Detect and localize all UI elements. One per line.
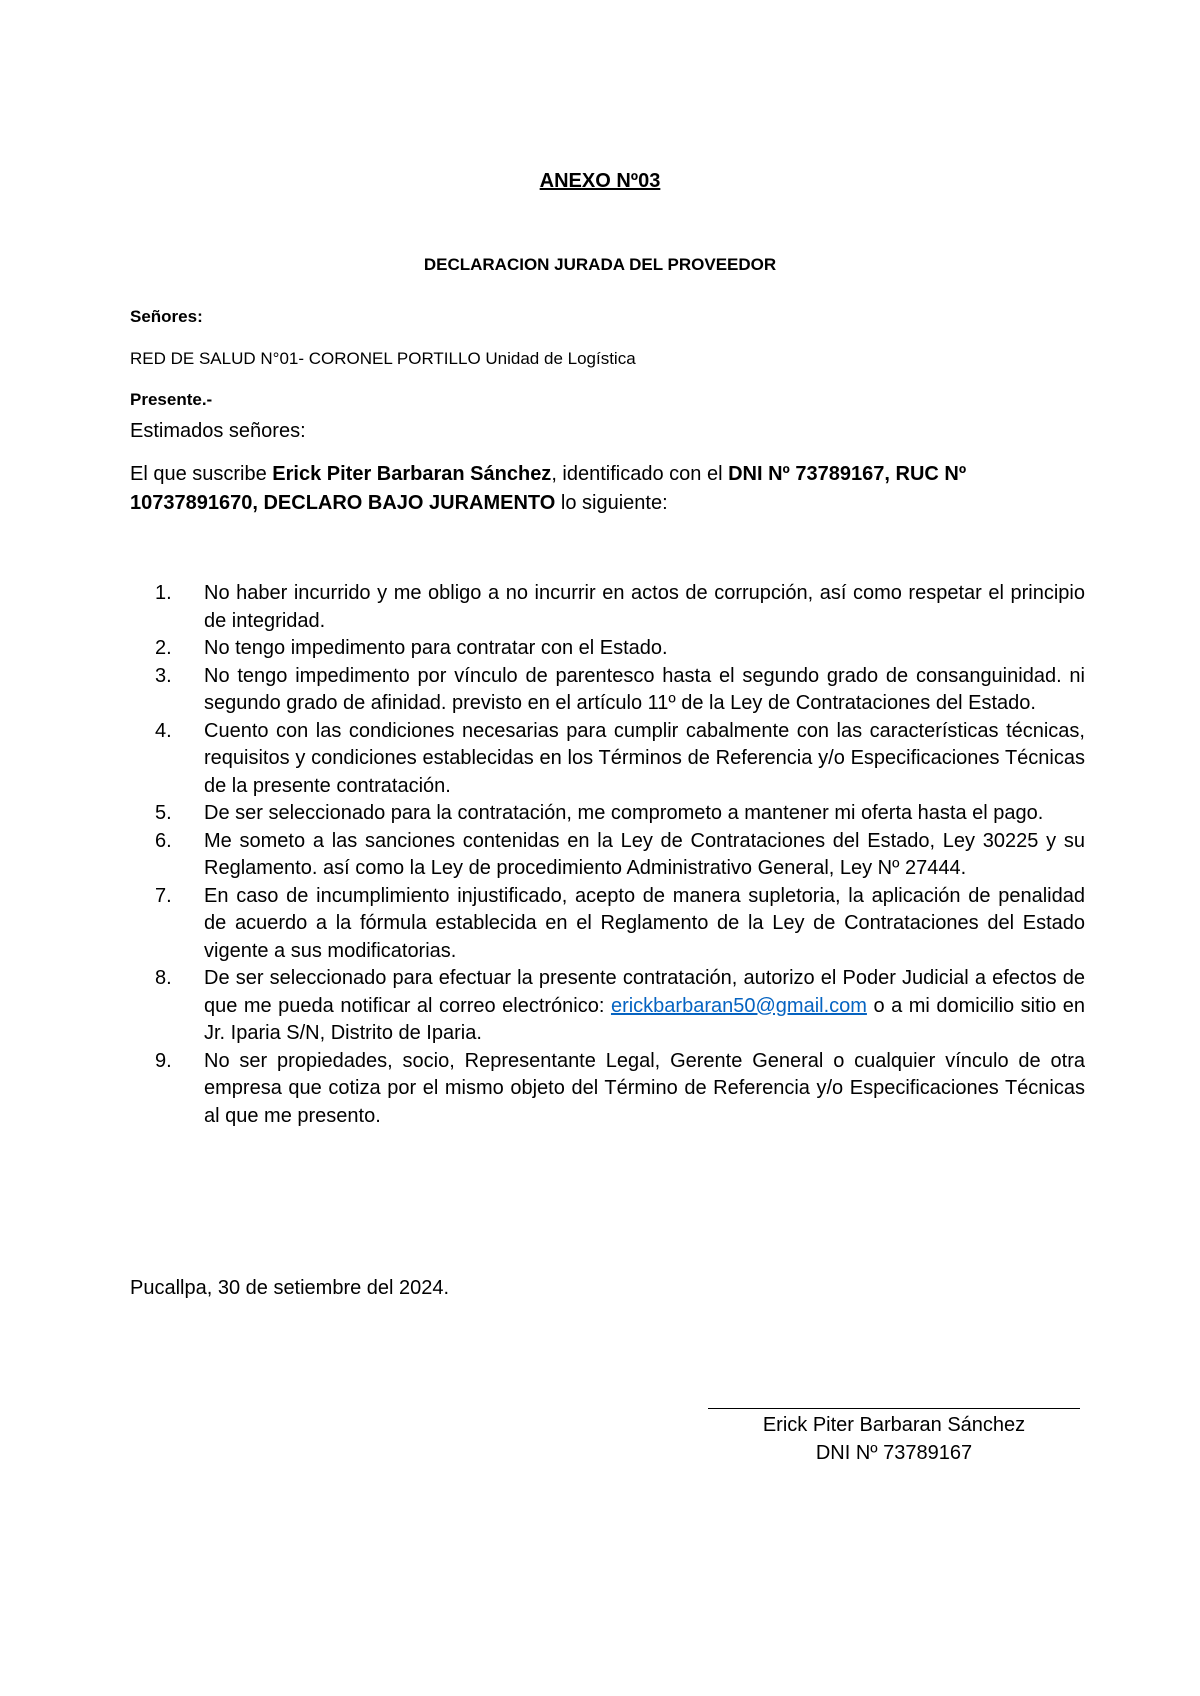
intro-prefix: El que suscribe xyxy=(130,463,273,485)
item-number: 3. xyxy=(155,664,172,687)
presente-label: Presente.- xyxy=(130,390,213,409)
item-number: 5. xyxy=(155,802,172,824)
item-text: No ser propiedades, socio, Representante Legal, Gerente General o cualquier vínculo de otra empresa que cotiza por el mismo objeto del Término de Referencia y/o Especificaciones Técnicas al que me presento. xyxy=(204,1049,1085,1127)
item-number: 2. xyxy=(155,637,172,659)
list-item xyxy=(155,965,1085,1048)
declaration-list xyxy=(155,580,1085,1130)
list-item xyxy=(155,800,1085,828)
email-link[interactable]: erickbarbaran50@gmail.com xyxy=(610,994,867,1017)
item-text: No tengo impedimento por vínculo de parentesco hasta el segundo grado de consanguinidad. ni segundo grado de afinidad. previsto en el artículo 11º de la Ley de Contrataciones del Estado. xyxy=(204,664,1085,714)
intro-suffix: lo siguiente: xyxy=(555,492,668,514)
item-text: En caso de incumplimiento injustificado, acepto de manera supletoria, la aplicación de penalidad de acuerdo a la fórmula establecida en el Reglamento de la Ley de Contrataciones del Estado vigente a sus modificatorias. xyxy=(204,884,1085,962)
declarant-ids: DNI Nº 73789167, RUC Nº 10737891670, DECLARO BAJO JURAMENTO xyxy=(130,463,967,514)
list-item xyxy=(155,828,1085,883)
intro-middle: , identificado con el xyxy=(551,463,729,485)
list-item xyxy=(155,718,1085,801)
list-item xyxy=(155,580,1085,635)
item-text: Cuento con las condiciones necesarias para cumplir cabalmente con las características técnicas, requisitos y condiciones establecidas en los Términos de Referencia y/o Especificaciones Técnicas de la presente contratación. xyxy=(204,719,1085,797)
annex-title: ANEXO Nº03 xyxy=(539,170,661,192)
item-number: 4. xyxy=(155,719,172,742)
list-item xyxy=(155,635,1085,663)
list-item xyxy=(155,663,1085,718)
recipient: RED DE SALUD N°01- CORONEL PORTILLO Unidad de Logística xyxy=(130,349,636,368)
declarant-name: Erick Piter Barbaran Sánchez xyxy=(272,463,552,485)
item-number: 1. xyxy=(155,582,172,604)
item-text: Me someto a las sanciones contenidas en la Ley de Contrataciones del Estado, Ley 30225 y su Reglamento. así como la Ley de procedimiento Administrativo General, Ley Nº 27444. xyxy=(204,829,1085,879)
item-number: 8. xyxy=(155,967,172,989)
greeting: Estimados señores: xyxy=(130,420,306,442)
item-text: De ser seleccionado para la contratación, me comprometo a mantener mi oferta hasta el pago. xyxy=(204,802,1044,824)
signatory-dni: DNI Nº 73789167 xyxy=(815,1442,973,1464)
item-text: No tengo impedimento para contratar con el Estado. xyxy=(204,637,668,659)
salutation: Señores: xyxy=(130,307,203,326)
item-text: No haber incurrido y me obligo a no incurrir en actos de corrupción, así como respetar el principio de integridad. xyxy=(204,582,1085,632)
signatory-name: Erick Piter Barbaran Sánchez xyxy=(762,1414,1026,1436)
signature-block xyxy=(708,1408,1080,1467)
item-text-after: o a mi domicilio sitio en Jr. Iparia S/N, Distrito de Iparia. xyxy=(204,994,1085,1044)
signature-line xyxy=(708,1408,1080,1409)
item-number: 9. xyxy=(155,1049,172,1072)
declaration-subtitle: DECLARACION JURADA DEL PROVEEDOR xyxy=(423,255,777,274)
item-text-before: De ser seleccionado para efectuar la presente contratación, autorizo el Poder Judicial a efectos de que me pueda notificar al correo electrónico: xyxy=(204,967,1085,1017)
intro-paragraph xyxy=(130,460,1085,518)
place-date: Pucallpa, 30 de setiembre del 2024. xyxy=(130,1277,450,1299)
list-item xyxy=(155,1048,1085,1131)
list-item xyxy=(155,883,1085,966)
item-number: 7. xyxy=(155,884,172,907)
item-number: 6. xyxy=(155,829,172,852)
